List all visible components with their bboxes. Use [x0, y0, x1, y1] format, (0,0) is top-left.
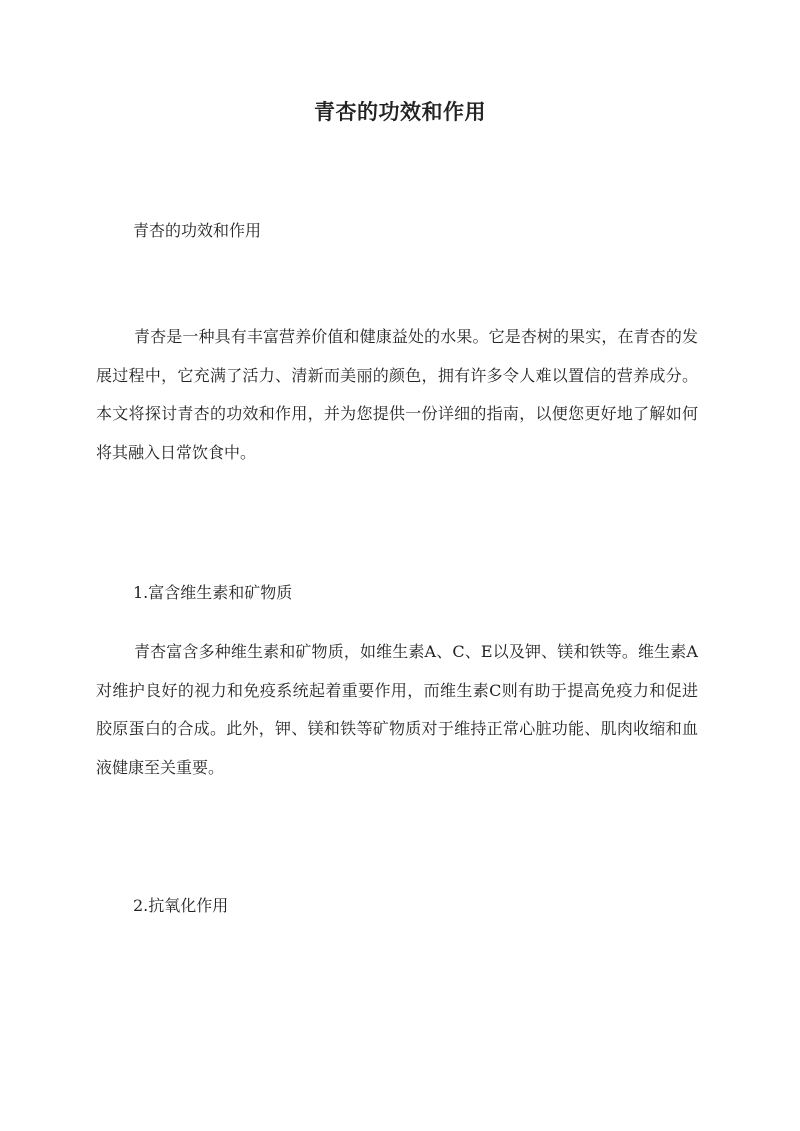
intro-paragraph: 青杏是一种具有丰富营养价值和健康益处的水果。它是杏树的果实，在青杏的发展过程中，它充满了活力、清新而美丽的颜色，拥有许多令人难以置信的营养成分。本文将探讨青杏的功效和作用，并为您提供一份详细的指南，以便您更好地了解如何将其融入日常饮食中。 [96, 327, 698, 463]
section-heading-antioxidant: 2.抗氧化作用 [133, 896, 229, 915]
document-subtitle: 青杏的功效和作用 [133, 221, 262, 240]
section-heading-vitamins: 1.富含维生素和矿物质 [133, 583, 293, 602]
document-title: 青杏的功效和作用 [314, 99, 486, 124]
section-body-vitamins: 青杏富含多种维生素和矿物质，如维生素A、C、E以及钾、镁和铁等。维生素A对维护良好的视力和免疫系统起着重要作用，而维生素C则有助于提高免疫力和促进胶原蛋白的合成。此外，钾、镁和铁等矿物质对于维持正常心脏功能、肌肉收缩和血液健康至关重要。 [96, 642, 698, 778]
